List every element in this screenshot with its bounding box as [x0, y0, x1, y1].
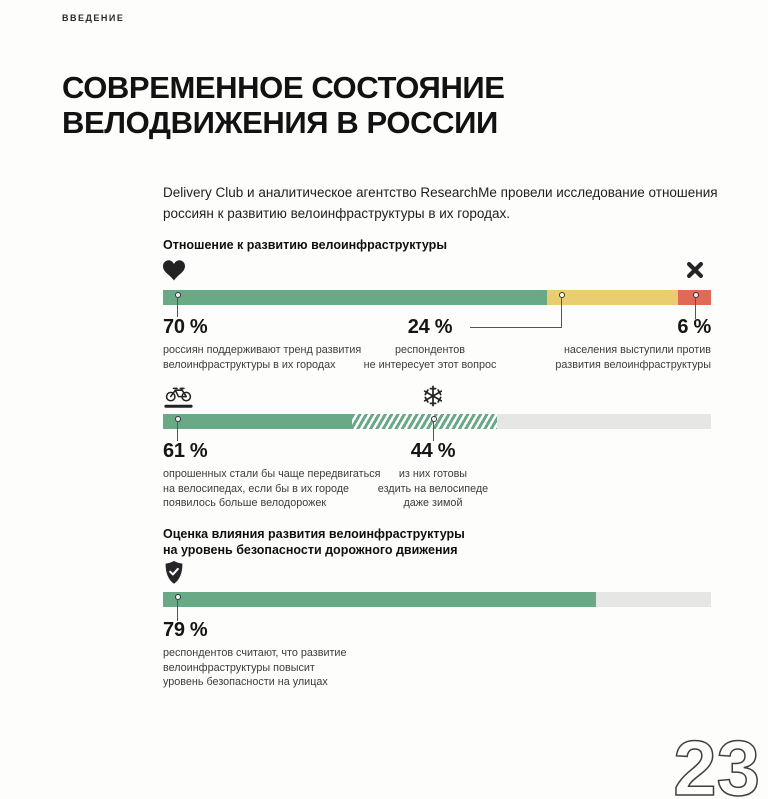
safety-bar-segment-green	[163, 592, 596, 607]
section-heading-safety-line2: на уровень безопасности дорожного движения	[163, 542, 458, 557]
stat-70-value: 70 %	[163, 316, 208, 338]
marker-dot-24	[559, 292, 565, 298]
stat-6	[555, 317, 711, 372]
bike-usage-bar	[163, 414, 711, 429]
heart-icon	[163, 260, 185, 281]
leader-line-79	[177, 599, 178, 621]
leader-line-61	[177, 421, 178, 441]
cross-icon	[685, 260, 705, 280]
page-title	[62, 70, 505, 140]
stat-6-value: 6 %	[677, 316, 711, 338]
attitude-bar-segment-support	[163, 290, 547, 305]
chart-bike-usage	[163, 384, 711, 524]
stat-44	[333, 441, 533, 511]
stat-24-value: 24 %	[407, 316, 453, 338]
chart-safety	[163, 560, 711, 720]
attitude-bar-segment-neutral	[547, 290, 679, 305]
bike-bar-segment-track	[497, 414, 711, 429]
marker-dot-44	[431, 416, 437, 422]
marker-dot-61	[175, 416, 181, 422]
eyebrow-label: ВВЕДЕНИЕ	[62, 13, 125, 23]
stat-79-value: 79 %	[163, 619, 208, 641]
shield-check-icon	[163, 560, 185, 585]
marker-dot-79	[175, 594, 181, 600]
snowflake-icon	[421, 384, 445, 408]
stat-70-desc: россиян поддерживают тренд развития велоинфраструктуры в их городах	[163, 344, 362, 371]
leader-line-44	[433, 421, 434, 441]
page-number	[594, 739, 764, 799]
section-heading-safety	[163, 527, 465, 558]
stat-61-value: 61 %	[163, 440, 208, 462]
intro-paragraph	[163, 183, 718, 224]
stat-24	[330, 317, 530, 372]
chart-attitude	[163, 260, 711, 384]
leader-line-70	[177, 297, 178, 317]
bicycle-icon	[163, 384, 194, 411]
page-title-line1: СОВРЕМЕННОЕ СОСТОЯНИЕ	[62, 70, 505, 105]
page-title-line2: ВЕЛОДВИЖЕНИЯ В РОССИИ	[62, 105, 498, 140]
stat-61-desc: опрошенных стали бы чаще передвигаться на велосипедах, если бы в их городе появилось больше велодорожек	[163, 468, 381, 510]
page-number-text: 23	[673, 739, 760, 799]
safety-bar	[163, 592, 711, 607]
safety-bar-segment-track	[596, 592, 711, 607]
section-heading-safety-line1: Оценка влияния развития велоинфраструктуры	[163, 527, 465, 541]
stat-6-desc: населения выступили против развития велоинфраструктуры	[555, 344, 711, 371]
intro-line2: россиян к развитию велоинфраструктуры в их городах.	[163, 205, 511, 221]
bike-bar-segment-hatched-winter	[352, 414, 497, 429]
intro-line1: Delivery Club и аналитическое агентство ResearchMe провели исследование отношения	[163, 185, 718, 200]
stat-79-desc: респондентов считают, что развитие велоинфраструктуры повысит уровень безопасности на улицах	[163, 647, 347, 689]
stat-79	[163, 620, 346, 690]
stat-24-desc: респондентов не интересует этот вопрос	[363, 344, 497, 371]
bike-bar-segment-solid	[163, 414, 352, 429]
attitude-bar	[163, 290, 711, 305]
stat-44-value: 44 %	[410, 440, 456, 462]
marker-dot-6	[693, 292, 699, 298]
section-heading-attitude: Отношение к развитию велоинфраструктуры	[163, 238, 447, 252]
stat-44-desc: из них готовы ездить на велосипеде даже зимой	[377, 468, 489, 510]
marker-dot-70	[175, 292, 181, 298]
